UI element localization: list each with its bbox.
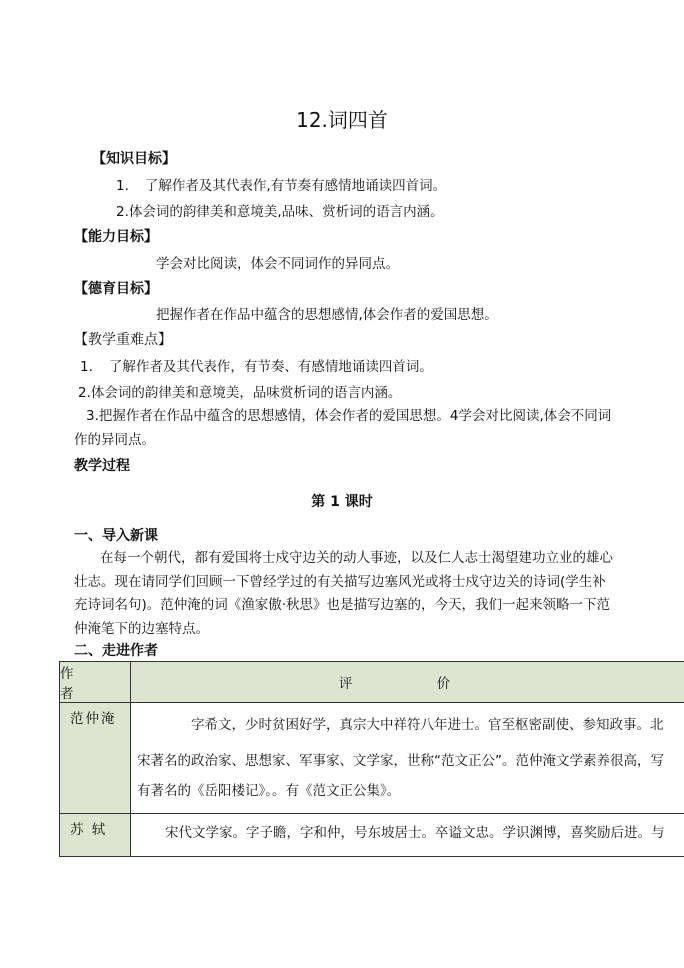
knowledge-item-1-num: 1.: [116, 178, 129, 194]
keypoints-heading: 【教学重难点】: [74, 332, 172, 348]
keypoint-item-1-text: 了解作者及其代表作，有节奏、有感情地诵读四首词。: [108, 359, 433, 375]
eval-line: 宋代文学家。字子瞻，字和仲，号东坡居士。卒谥文忠。学识渊博，喜奖励后进。与: [165, 825, 665, 841]
eval-line: 宋著名的政治家、思想家、军事家、文学家，世称“范文正公”。范仲淹文学素养很高，写: [137, 753, 664, 769]
col-author-header: 作 者: [60, 662, 131, 703]
keypoint-item-1-num: 1.: [80, 359, 93, 375]
moral-text: 把握作者在作品中蕴含的思想感情,体会作者的爱国思想。: [156, 307, 498, 323]
author-name: 范仲淹: [60, 703, 131, 814]
table-row: [60, 814, 684, 857]
author-eval: [131, 703, 684, 814]
lesson-heading: 第 1 课时: [311, 494, 373, 510]
table-header-row: [60, 662, 684, 703]
knowledge-heading: 【知识目标】: [92, 151, 176, 167]
section1-text: 在每一个朝代，都有爱国将士戍守边关的动人事迹，以及仁人志士渴望建功立业的雄心壮志。现在请同学们回顾一下曾经学过的有关描写边塞风光或将士戍守边关的诗词(学生补充诗词名句)。范仲淹的词《渔家傲·秋思》也是描写边塞的，今天，我们一起来领略一下范仲淹笔下的边塞特点。: [74, 550, 613, 637]
process-heading: 教学过程: [74, 458, 130, 474]
page-title: 12.词四首: [296, 108, 388, 132]
table-row: [60, 703, 684, 814]
eval-line: 有著名的《岳阳楼记》。。有《范文正公集》。: [137, 783, 401, 799]
keypoint-item-3: 3.把握作者在作品中蕴含的思想感情，体会作者的爱国思想。4学会对比阅读,体会不同词作的异同点。: [74, 408, 612, 448]
eval-line: 字希文，少时贫困好学，真宗大中祥符八年进士。官至枢密副使、参知政事。北: [191, 717, 664, 733]
keypoint-item-1: [80, 355, 433, 375]
author-name: 苏 轼: [60, 814, 131, 857]
author-table: [59, 661, 684, 857]
author-eval: [131, 814, 684, 857]
section2-heading: 二、走进作者: [74, 643, 158, 659]
ability-heading: 【能力目标】: [74, 229, 158, 245]
knowledge-item-1-text: 了解作者及其代表作,有节奏有感情地诵读四首词。: [144, 178, 447, 194]
section1-heading: 一、导入新课: [74, 528, 158, 544]
keypoint-item-2: 2.体会词的韵律美和意境美，品味赏析词的语言内涵。: [78, 385, 402, 401]
moral-heading: 【德育目标】: [74, 281, 158, 297]
knowledge-item-2: 2.体会词的韵律美和意境美,品味、赏析词的语言内涵。: [116, 204, 444, 220]
knowledge-item-1: [116, 174, 446, 194]
ability-text: 学会对比阅读，体会不同词作的异同点。: [156, 256, 399, 272]
col-eval-header: 评 价: [131, 662, 684, 703]
